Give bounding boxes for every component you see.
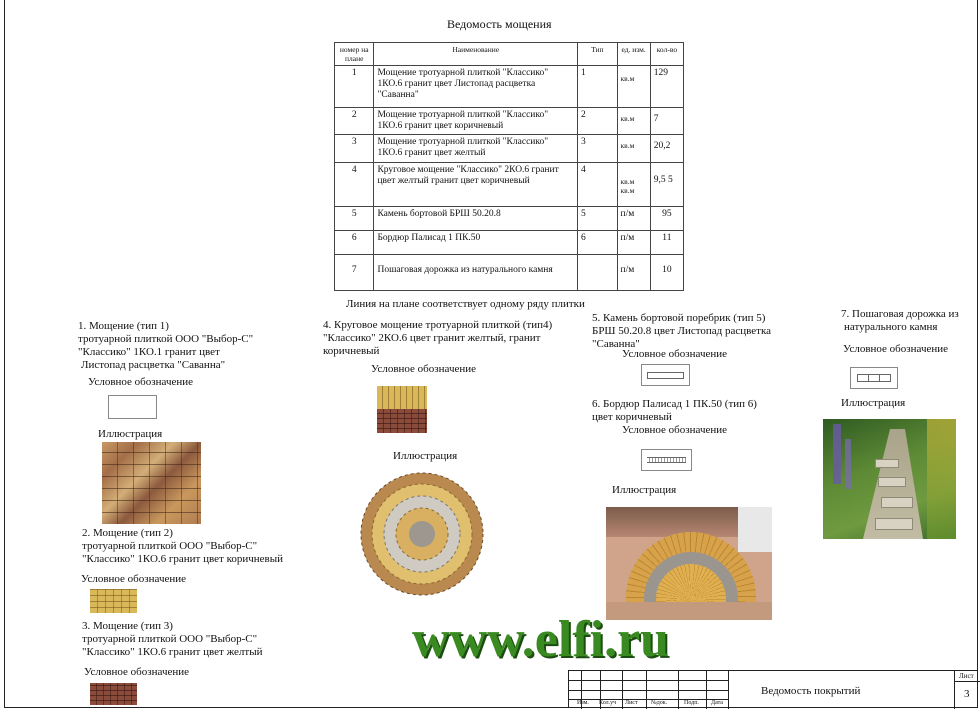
block-title: 2. Мощение (тип 2) bbox=[82, 527, 173, 539]
illustration-label: Иллюстрация bbox=[841, 397, 906, 409]
illustration-label: Иллюстрация bbox=[612, 484, 677, 496]
cell-name: Мощение тротуарной плиткой "Классико" 1КО.6 гранит цвет коричневый bbox=[374, 108, 578, 135]
illustration-label: Иллюстрация bbox=[98, 428, 163, 440]
savanna-tile-photo bbox=[102, 442, 201, 524]
stepping-path-photo bbox=[823, 419, 956, 539]
block-text: БРШ 50.20.8 цвет Листопад расцветка bbox=[592, 325, 772, 337]
block-type5 bbox=[592, 312, 771, 351]
cell-unit: п/м bbox=[617, 255, 650, 291]
legend-label: Условное обозначение bbox=[622, 348, 728, 360]
block-text: тротуарной плиткой ООО "Выбор-С" bbox=[78, 333, 254, 345]
legend-symbol-type1 bbox=[108, 395, 157, 419]
cell-unit: п/м bbox=[617, 207, 650, 231]
block-text: Листопад расцветка "Саванна" bbox=[81, 359, 226, 371]
title-block bbox=[568, 670, 978, 708]
cell-type: 6 bbox=[578, 231, 617, 255]
block-text: тротуарной плиткой ООО "Выбор-С" bbox=[82, 633, 258, 645]
legend-symbol-type4-brown bbox=[377, 409, 427, 433]
legend-symbol-type7 bbox=[850, 367, 898, 389]
legend-symbol-type2 bbox=[90, 589, 137, 613]
stamp-label: Дата bbox=[711, 700, 723, 706]
block-title: 4. Круговое мощение тротуарной плиткой (тип4) bbox=[323, 319, 553, 331]
cell-num: 2 bbox=[335, 108, 374, 135]
cell-num: 7 bbox=[335, 255, 374, 291]
block-text: "Классико" 2КО.6 цвет гранит желтый, гранит bbox=[323, 332, 541, 344]
legend-label: Условное обозначение bbox=[88, 376, 194, 388]
legend-label: Условное обозначение bbox=[371, 363, 477, 375]
block-type2 bbox=[82, 527, 283, 566]
block-title: 6. Бордюр Палисад 1 ПК.50 (тип 6) bbox=[592, 398, 757, 410]
cell-type: 1 bbox=[578, 66, 617, 108]
palisade-photo bbox=[606, 507, 772, 620]
legend-label: Условное обозначение bbox=[843, 343, 949, 355]
col-type: Тип bbox=[578, 43, 617, 66]
legend-symbol-type5 bbox=[641, 364, 690, 386]
legend-label: Условное обозначение bbox=[84, 666, 190, 678]
table-row bbox=[335, 108, 684, 135]
table-note: Линия на плане соответствует одному ряду плитки bbox=[346, 298, 585, 310]
block-text: "Саванна" bbox=[592, 338, 640, 350]
cell-type bbox=[578, 255, 617, 291]
legend-symbol-type4-yellow bbox=[377, 386, 427, 409]
block-type3 bbox=[82, 620, 262, 659]
cell-unit: кв.м bbox=[617, 135, 650, 163]
stamp-label: Подп. bbox=[684, 700, 699, 706]
cell-num: 5 bbox=[335, 207, 374, 231]
cell-unit: п/м bbox=[617, 231, 650, 255]
legend-label: Условное обозначение bbox=[81, 573, 187, 585]
block-type7 bbox=[841, 308, 959, 334]
block-text: "Классико" 1КО.6 гранит цвет желтый bbox=[82, 646, 263, 658]
sheet-number: 3 bbox=[964, 688, 970, 700]
stamp-label: Кол.уч bbox=[599, 700, 617, 706]
block-text: цвет коричневый bbox=[592, 411, 672, 423]
cell-type: 3 bbox=[578, 135, 617, 163]
table-row bbox=[335, 231, 684, 255]
sheet-name: Ведомость покрытий bbox=[761, 685, 861, 697]
col-num: номер на плане bbox=[335, 43, 374, 66]
stamp-label: №док. bbox=[651, 700, 668, 706]
block-title: 7. Пошаговая дорожка из bbox=[841, 308, 959, 320]
stamp-line bbox=[569, 699, 729, 700]
cell-type: 2 bbox=[578, 108, 617, 135]
block-type4 bbox=[323, 319, 552, 358]
cell-name: Круговое мощение "Классико" 2КО.6 гранит цвет желтый гранит цвет коричневый bbox=[374, 163, 578, 207]
cell-name: Бордюр Палисад 1 ПК.50 bbox=[374, 231, 578, 255]
sheet-number-box bbox=[954, 671, 979, 709]
block-text: коричневый bbox=[323, 345, 380, 357]
table-header-row bbox=[335, 43, 684, 66]
block-type1 bbox=[78, 320, 253, 372]
stamp-line bbox=[569, 680, 729, 681]
block-text: тротуарной плиткой ООО "Выбор-С" bbox=[82, 540, 258, 552]
cell-name: Камень бортовой БРШ 50.20.8 bbox=[374, 207, 578, 231]
block-title: 3. Мощение (тип 3) bbox=[82, 620, 173, 632]
cell-unit: кв.м кв.м bbox=[617, 163, 650, 207]
cell-name: Пошаговая дорожка из натурального камня bbox=[374, 255, 578, 291]
legend-symbol-type6 bbox=[641, 449, 692, 471]
col-unit: ед. изм. bbox=[617, 43, 650, 66]
block-text: "Классико" 1КО.1 гранит цвет bbox=[78, 346, 220, 358]
col-name: Наименование bbox=[374, 43, 578, 66]
cell-qty: 7 bbox=[650, 108, 683, 135]
table-row bbox=[335, 163, 684, 207]
block-title: 5. Камень бортовой поребрик (тип 5) bbox=[592, 312, 766, 324]
cell-qty: 11 bbox=[650, 231, 683, 255]
table-row bbox=[335, 66, 684, 108]
legend-label: Условное обозначение bbox=[622, 424, 728, 436]
cell-unit: кв.м bbox=[617, 66, 650, 108]
legend-symbol-type3 bbox=[90, 683, 137, 705]
cell-type: 5 bbox=[578, 207, 617, 231]
watermark-logo: www.elfi.ru bbox=[412, 611, 670, 668]
cell-qty: 129 bbox=[650, 66, 683, 108]
block-text: натурального камня bbox=[844, 321, 938, 333]
circular-paving-illustration bbox=[360, 472, 484, 596]
table-row bbox=[335, 207, 684, 231]
cell-name: Мощение тротуарной плиткой "Классико" 1КО.6 гранит цвет Листопад расцветка "Саванна" bbox=[374, 66, 578, 108]
block-type6 bbox=[592, 398, 757, 424]
table-row bbox=[335, 255, 684, 291]
block-title: 1. Мощение (тип 1) bbox=[78, 320, 169, 332]
cell-num: 1 bbox=[335, 66, 374, 108]
cell-unit: кв.м bbox=[617, 108, 650, 135]
stamp-label: Лист bbox=[625, 700, 638, 706]
block-text: "Классико" 1КО.6 гранит цвет коричневый bbox=[82, 553, 284, 565]
table-row bbox=[335, 135, 684, 163]
cell-num: 4 bbox=[335, 163, 374, 207]
cell-num: 6 bbox=[335, 231, 374, 255]
paving-table bbox=[334, 42, 684, 291]
cell-name: Мощение тротуарной плиткой "Классико" 1КО.6 гранит цвет желтый bbox=[374, 135, 578, 163]
col-qty: кол-во bbox=[650, 43, 683, 66]
stamp-label: Изм. bbox=[577, 700, 589, 706]
cell-qty: 9,5 5 bbox=[650, 163, 683, 207]
page-title: Ведомость мощения bbox=[447, 17, 552, 31]
cell-num: 3 bbox=[335, 135, 374, 163]
illustration-label: Иллюстрация bbox=[393, 450, 458, 462]
cell-type: 4 bbox=[578, 163, 617, 207]
cell-qty: 20,2 bbox=[650, 135, 683, 163]
sheet-label: Лист bbox=[959, 672, 974, 680]
stamp-line bbox=[569, 690, 729, 691]
cell-qty: 95 bbox=[650, 207, 683, 231]
cell-qty: 10 bbox=[650, 255, 683, 291]
